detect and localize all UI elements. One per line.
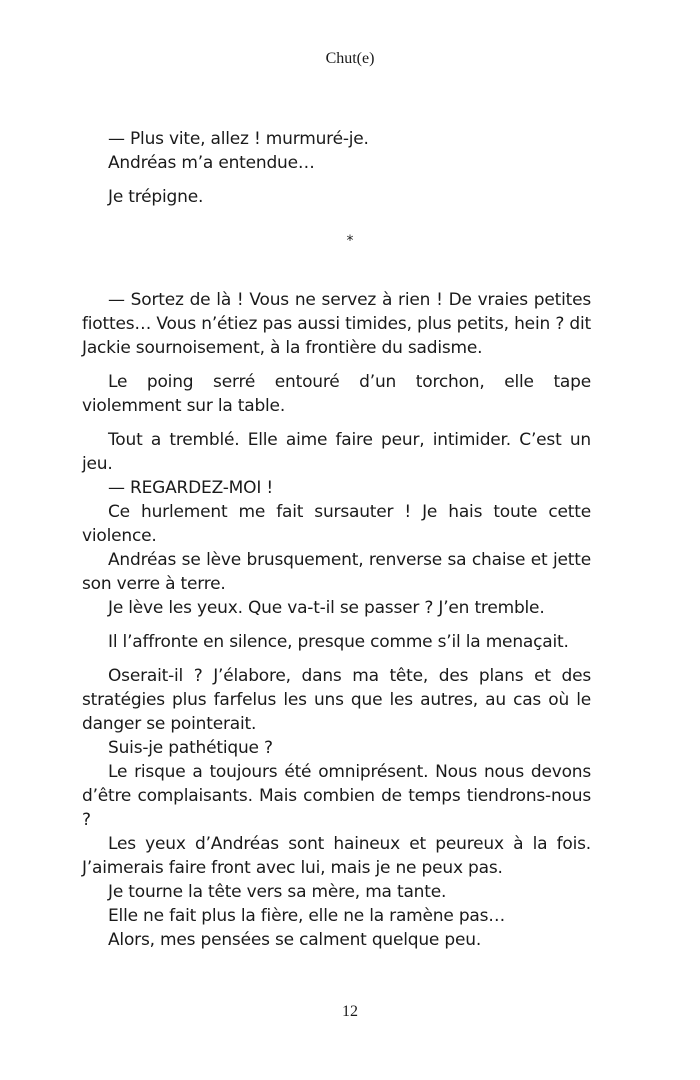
- paragraph: Il l’affronte en silence, presque comme s’il la menaçait.: [108, 632, 569, 652]
- paragraph: Oserait-il ? J’élabore, dans ma tête, des plans et des stratégies plus farfelus les uns que les autres, au cas où le danger se pointerait.: [82, 666, 591, 734]
- paragraph: — Sortez de là ! Vous ne servez à rien ! De vraies petites fiottes… Vous n’étiez pas aussi timides, plus petits, hein ? dit Jackie sournoisement, à la frontière du sadisme.: [82, 290, 591, 358]
- paragraph: Ce hurlement me fait sursauter ! Je hais toute cette violence.: [82, 502, 591, 546]
- paragraph: Elle ne fait plus la fière, elle ne la ramène pas…: [108, 906, 506, 926]
- paragraph: Andréas se lève brusquement, renverse sa chaise et jette son verre à terre.: [82, 550, 591, 594]
- page-number: 12: [342, 1003, 358, 1020]
- paragraph: Je tourne la tête vers sa mère, ma tante.: [108, 882, 447, 902]
- paragraph: Andréas m’a entendue…: [108, 153, 315, 173]
- running-head: Chut(e): [325, 50, 375, 67]
- paragraph: — Plus vite, allez ! murmuré-je.: [108, 129, 369, 149]
- paragraph: Suis-je pathétique ?: [108, 738, 273, 758]
- paragraph: — REGARDEZ-MOI !: [108, 478, 273, 498]
- text-block-before-break: [82, 127, 591, 209]
- paragraph: Alors, mes pensées se calment quelque peu.: [108, 930, 482, 950]
- paragraph: Les yeux d’Andréas sont haineux et peureux à la fois. J’aimerais faire front avec lui, mais je ne peux pas.: [82, 834, 591, 878]
- paragraph: Le poing serré entouré d’un torchon, elle tape violemment sur la table.: [82, 372, 591, 416]
- paragraph: Le risque a toujours été omniprésent. Nous nous devons d’être complaisants. Mais combien de temps tiendrons-nous ?: [82, 762, 591, 830]
- paragraph: Tout a tremblé. Elle aime faire peur, intimider. C’est un jeu.: [82, 430, 591, 474]
- text-block-after-break: [82, 288, 591, 952]
- paragraph: Je lève les yeux. Que va-t-il se passer ? J’en tremble.: [108, 598, 545, 618]
- paragraph: Je trépigne.: [108, 187, 204, 207]
- section-break-asterisk: *: [346, 233, 354, 249]
